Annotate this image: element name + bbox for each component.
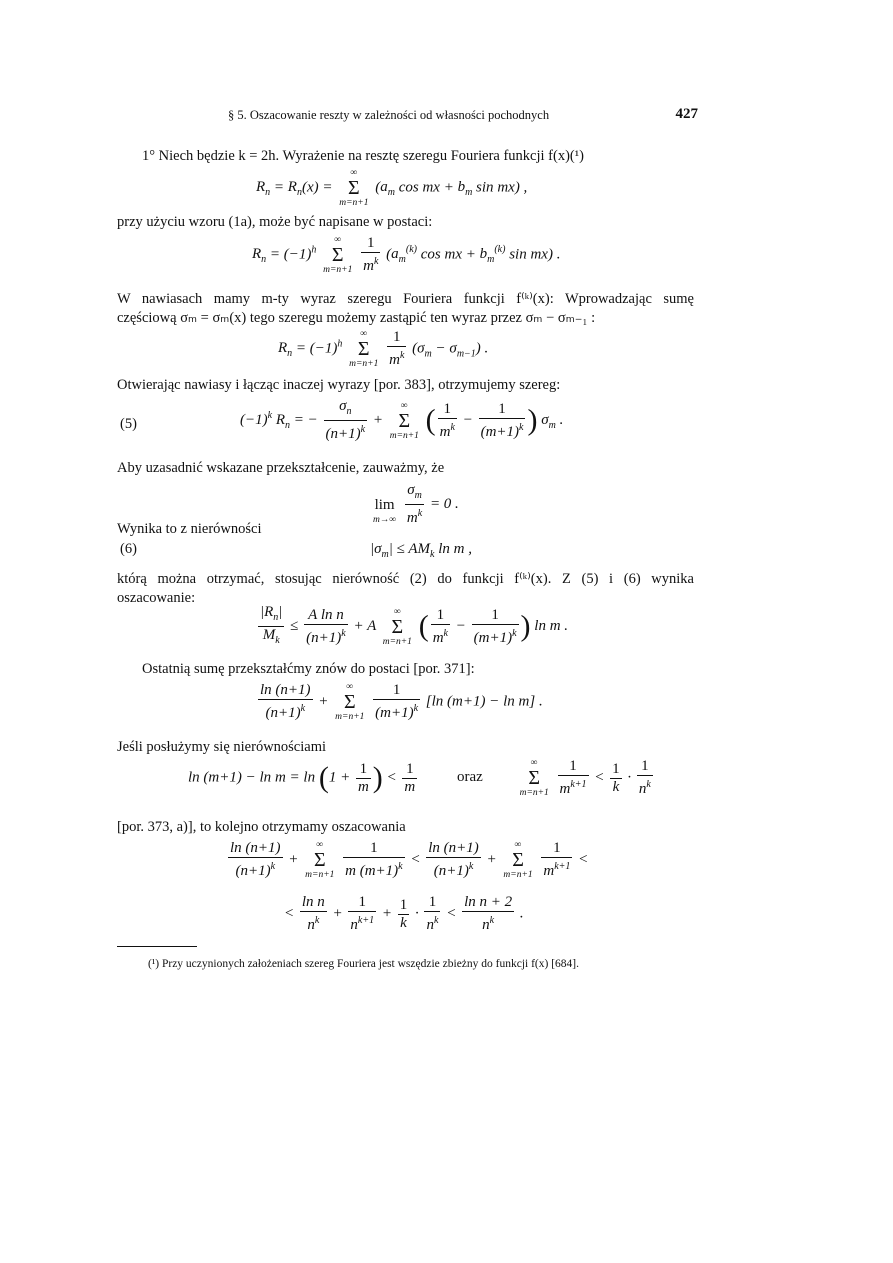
equation-5: $(-1)^k$ $R_n$ = − $\frac{\sigma_n}{(n+1)^k}$ + ∞ Σ m=n+1 ( $\frac{1}{m^k}$ − $\frac{1}{(m+1)^k}$ ) $\sigma_m$ .: [240, 398, 564, 442]
equation-chain-2: < $\frac{\text{ln n}}{n^k}$ + $\frac{1}{n^{k+1}}$ + $\frac{1}{k}$ · $\frac{1}{n^k}$ < $\frac{\text{ln n + 2}}{n^k}$ .: [284, 894, 524, 933]
paragraph-7-line-2: oszacowanie:: [117, 590, 196, 606]
paragraph-1: 1° Niech będzie k = 2h. Wyrażenie na resztę szeregu Fouriera funkcji f(x)(¹): [142, 148, 584, 164]
equation-remainder-derivative: $R_n = (-1)^h$ ∞ Σ m=n+1 $\frac{1}{m^k}$ ($a_m^{(k)}$ cos mx + $b_m^{(k)}$ sin mx) .: [252, 235, 561, 275]
paragraph-3-line-1: W nawiasach mamy m-ty wyraz szeregu Fouriera funkcji f⁽ᵏ⁾(x): Wprowadzając sumę: [117, 291, 694, 307]
oraz-word: oraz: [457, 769, 483, 786]
paragraph-8: Ostatnią sumę przekształćmy znów do postaci [por. 371]:: [142, 661, 475, 677]
equation-transformed-sum: $\frac{\ln (n+1)}{(n+1)^k}$ + ∞ Σ m=n+1 $\frac{1}{(m+1)^k}$ [ln (m+1) − ln m] .: [260, 682, 543, 722]
equation-inequalities: ln (m+1) − ln m = ln (1 + $\frac{1}{m}$ ) < $\frac{1}{m}$ oraz ∞ Σ m=n+1 $\frac{1}{m^{k+1}}$ < $\frac{1}{k}$ · $\frac{1}{n^k}$: [188, 758, 651, 798]
equation-remainder-definition: $R_n = R_n(x)$ = ∞ Σ m=n+1 ($a_m$ cos mx + $b_m$ sin mx) ,: [256, 168, 528, 208]
footnote-rule: [117, 946, 197, 947]
paragraph-5: Aby uzasadnić wskazane przekształcenie, zauważmy, że: [117, 460, 445, 476]
page-number: 427: [675, 106, 698, 122]
equation-partial-sums: $R_n = (-1)^h$ ∞ Σ m=n+1 $\frac{1}{m^k}$ $(\sigma_m - \sigma_{m-1})$ .: [278, 329, 489, 369]
paragraph-9: Jeśli posłużymy się nierównościami: [117, 739, 327, 755]
equation-limit: lim m→∞ $\frac{\sigma_m}{m^k}$ = 0 .: [373, 482, 459, 526]
paragraph-6: Wynika to z nierówności: [117, 521, 262, 537]
paragraph-7-line-1: którą można otrzymać, stosując nierówność (2) do funkcji f⁽ᵏ⁾(x). Z (5) i (6) wynika: [117, 571, 694, 587]
equation-estimate: $\frac{|R_n|}{M_k}$ ≤ $\frac{\text{A ln n}}{(n+1)^k}$ + A ∞ Σ m=n+1 ( $\frac{1}{m^k}$ − $\frac{1}{(m+1)^k}$ ) ln m .: [260, 604, 569, 647]
paragraph-4: Otwierając nawiasy i łącząc inaczej wyrazy [por. 383], otrzymujemy szereg:: [117, 377, 561, 393]
equation-number-6: (6): [120, 541, 137, 557]
equation-number-5: (5): [120, 416, 137, 432]
section-title: § 5. Oszacowanie reszty w zależności od własności pochodnych: [228, 108, 550, 122]
footnote: (¹) Przy uczynionych założeniach szereg Fouriera jest wszędzie zbieżny do funkcji f(x) [684].: [148, 958, 580, 970]
equation-6: $|\sigma_m| \le AM_k$ ln m ,: [370, 541, 472, 560]
paragraph-2: przy użyciu wzoru (1a), może być napisane w postaci:: [117, 214, 433, 230]
equation-chain-1: $\frac{\ln (n+1)}{(n+1)^k}$ + ∞ Σ m=n+1 $\frac{1}{m (m+1)^k}$ < $\frac{\ln (n+1)}{(n+1)^k}$ + ∞ Σ m=n+1 $\frac{1}{m^{k+1}}$ <: [230, 840, 589, 880]
paragraph-10: [por. 373, a)], to kolejno otrzymamy oszacowania: [117, 819, 406, 835]
paragraph-3-line-2: częściową σₘ = σₘ(x) tego szeregu możemy zastąpić ten wyraz przez σₘ − σₘ₋₁ :: [117, 310, 596, 326]
running-header: [228, 106, 698, 126]
